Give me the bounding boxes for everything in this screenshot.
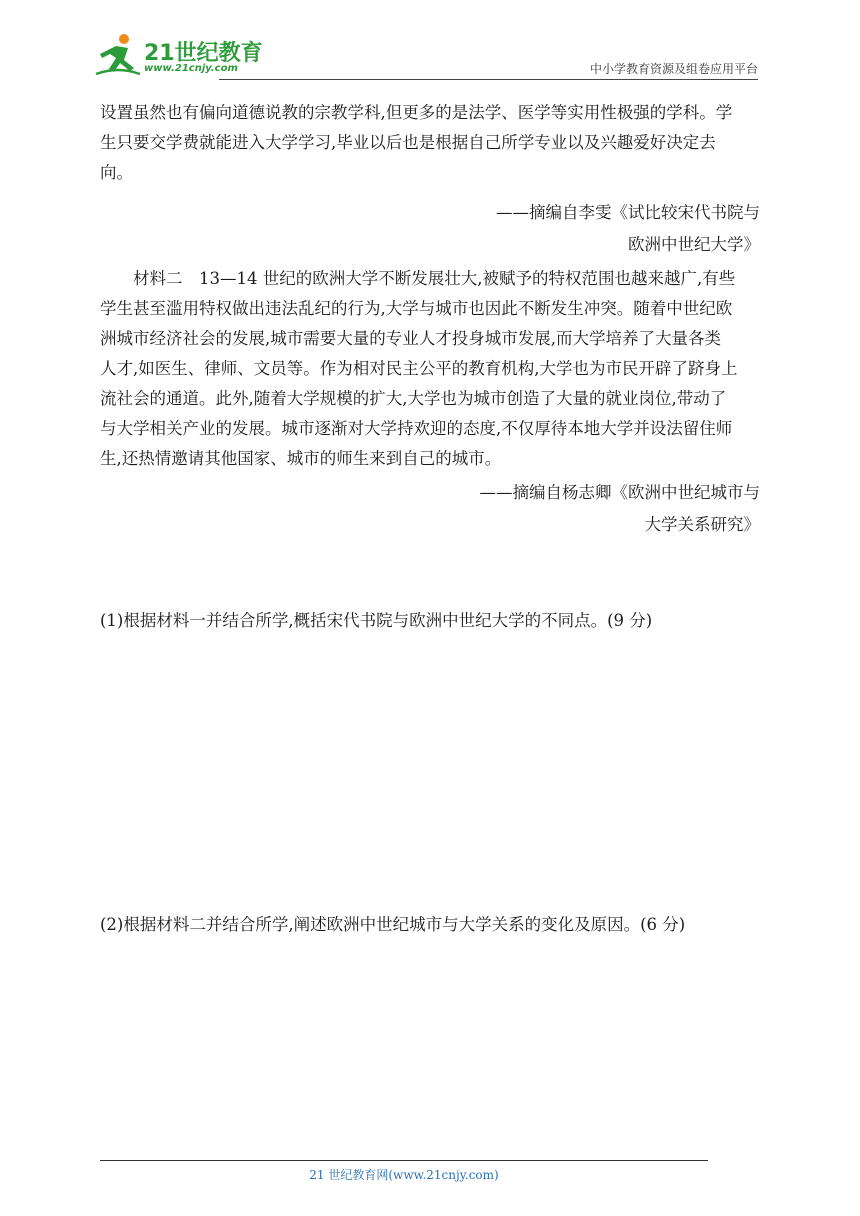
material1-line: 生只要交学费就能进入大学学习,毕业以后也是根据自己所学专业以及兴趣爱好决定去 xyxy=(100,133,716,152)
material2-line: 人才,如医生、律师、文员等。作为相对民主公平的教育机构,大学也为市民开辟了跻身上 xyxy=(100,359,738,378)
logo-text: 21世纪教育 xyxy=(144,41,263,66)
material2-line: 洲城市经济社会的发展,城市需要大量的专业人才投身城市发展,而大学培养了大量各类 xyxy=(100,329,721,348)
material2-line: 材料二 13—14 世纪的欧洲大学不断发展壮大,被赋予的特权范围也越来越广,有些 xyxy=(133,269,736,288)
material1-line: 设置虽然也有偏向道德说教的宗教学科,但更多的是法学、医学等实用性极强的学科。学 xyxy=(100,103,733,122)
runner-logo-icon xyxy=(94,32,142,78)
material2-line: 与大学相关产业的发展。城市逐渐对大学持欢迎的态度,不仅厚待本地大学并设法留住师 xyxy=(100,419,733,438)
material2-citation: ——摘编自杨志卿《欧洲中世纪城市与 xyxy=(479,483,760,502)
material1-line: 向。 xyxy=(100,163,133,182)
material2-line: 学生甚至滥用特权做出违法乱纪的行为,大学与城市也因此不断发生冲突。随着中世纪欧 xyxy=(100,299,733,318)
platform-title: 中小学教育资源及组卷应用平台 xyxy=(589,62,758,76)
header-divider xyxy=(219,79,758,80)
material2-line: 流社会的通道。此外,随着大学规模的扩大,大学也为城市创造了大量的就业岗位,带动了 xyxy=(100,389,727,408)
material1-citation-source: 欧洲中世纪大学》 xyxy=(628,235,760,254)
question-1: (1)根据材料一并结合所学,概括宋代书院与欧洲中世纪大学的不同点。(9 分) xyxy=(100,611,653,630)
material2-citation-source: 大学关系研究》 xyxy=(644,515,760,534)
footer-link[interactable]: 21 世纪教育网(www.21cnjy.com) xyxy=(309,1168,499,1182)
material-text xyxy=(100,98,760,540)
footer-divider xyxy=(100,1160,708,1161)
material1-citation: ——摘编自李雯《试比较宋代书院与 xyxy=(496,203,760,222)
page-header xyxy=(94,30,758,80)
question-2: (2)根据材料二并结合所学,阐述欧洲中世纪城市与大学关系的变化及原因。(6 分) xyxy=(100,915,686,934)
material2-line: 生,还热情邀请其他国家、城市的师生来到自己的城市。 xyxy=(100,449,502,468)
site-logo[interactable] xyxy=(94,32,264,78)
logo-url: www.21cnjy.com xyxy=(144,63,238,74)
